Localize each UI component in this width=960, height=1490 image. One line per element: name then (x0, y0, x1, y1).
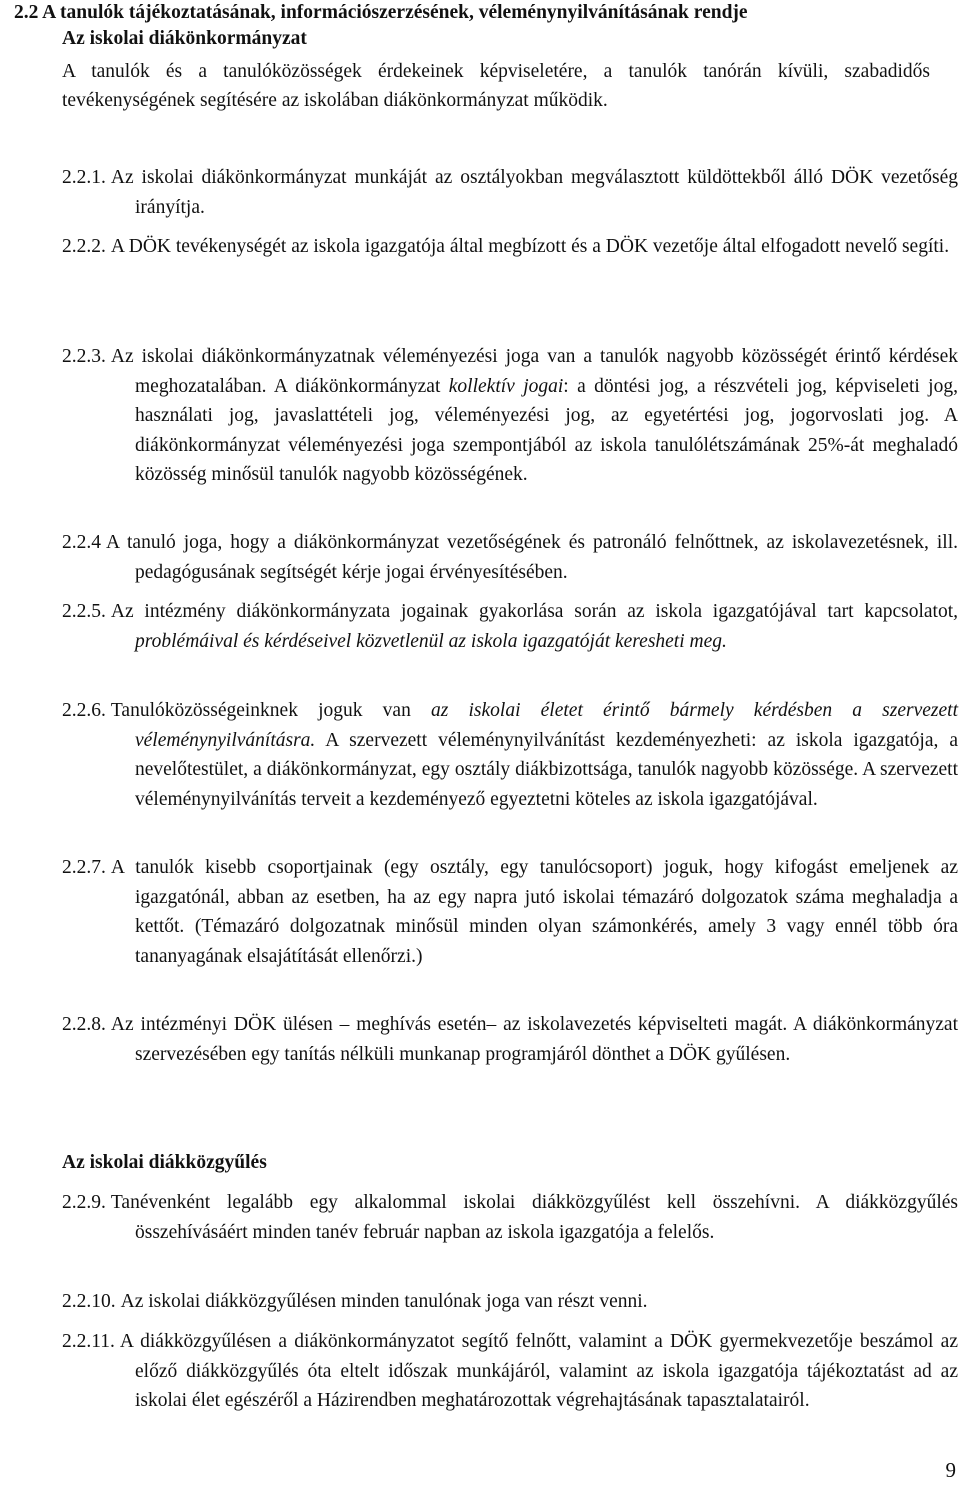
paragraph-text-cont: : a döntési jog, a részvételi jog, képviseleti jog, használati jog, javaslattételi jog, véleményezési jog, az egyetértési jog, jogorvoslati jog. A diákönkormányzat véleményezési joga szempontjából az iskola tanulólétszámának 25%-át meghaladó közösség minősül tanulók nagyobb közösségének. (135, 375, 958, 485)
paragraph-italic-text: kollektív jogai (448, 375, 564, 397)
paragraph-text: Tanévenként legalább egy alkalommal iskolai diákközgyűlést kell összehívni. A diákközgyűlés összehívásáért minden tanév február napban az iskola igazgatója a felelős. (110, 1192, 958, 1243)
paragraph-number: 2.2.10. (62, 1291, 116, 1312)
section-subheading: Az iskolai diákönkormányzat (62, 28, 307, 49)
paragraph-text: Az intézményi DÖK ülésen – meghívás esetén– az iskolavezetés képviselteti magát. A diákönkormányzat szervezésében egy tanítás nélküli munkanap programjáról dönthet a DÖK gyűlésen. (110, 1014, 958, 1065)
paragraph-italic-text: , problémáival és kérdéseivel közvetlenül az iskola igazgatóját keresheti meg. (135, 601, 958, 652)
paragraph-text: Az iskolai diákközgyűlésen minden tanulónak joga van részt venni. (120, 1291, 648, 1312)
paragraph-2-2-7 (62, 853, 958, 971)
paragraph-2-2-10 (62, 1287, 958, 1317)
page-number: 9 (945, 1458, 956, 1482)
intro-paragraph: A tanulók és a tanulóközösségek érdekeinek képviseletére, a tanulók tanórán kívüli, szabadidős tevékenységének segítésére az iskolában diákönkormányzat működik. (62, 61, 930, 111)
paragraph-2-2-8 (62, 1010, 958, 1069)
paragraph-2-2-11 (62, 1327, 958, 1416)
paragraph-2-2-9 (62, 1188, 958, 1247)
paragraph-text: A tanulók kisebb csoportjainak (egy osztály, egy tanulócsoport) joguk, hogy kifogást emeljenek az igazgatónál, abban az esetben, ha az egy napra jutó iskolai témazáró dolgozatok száma meghaladja a kettőt. (Témazáró dolgozatnak minősül minden olyan számonkérés, amely 3 vagy ennél több óra tananyagának elsajátítását ellenőrzi.) (110, 857, 958, 967)
paragraph-text: A DÖK tevékenységét az iskola igazgatója által megbízott és a DÖK vezetője által elfogadott nevelő segíti. (110, 236, 950, 257)
paragraph-number: 2.2.1. (62, 167, 106, 188)
subsection-heading: Az iskolai diákközgyűlés (62, 1152, 267, 1173)
paragraph-number: 2.2.4 (62, 532, 101, 553)
paragraph-text: Az iskolai diákönkormányzatnak véleményezési joga van a tanulók nagyobb közösségét érintő kérdések meghozatalában. A diákönkormányzat (110, 346, 958, 397)
paragraph-number: 2.2.11. (62, 1331, 115, 1352)
paragraph-text: A tanuló joga, hogy a diákönkormányzat vezetőségének és patronáló felnőttnek, az iskolavezetésnek, ill. pedagógusának segítségét kérje jogai érvényesítésében. (106, 532, 958, 583)
paragraph-2-2-3 (62, 342, 958, 490)
paragraph-text: Az intézmény diákönkormányzata jogainak gyakorlása során az iskola igazgatójával tart kapcsolatot (110, 601, 954, 622)
paragraph-text: Tanulóközösségeinknek joguk van (110, 700, 431, 721)
paragraph-italic-text: az iskolai életet érintő bármely kérdésben a szervezett véleménynyilvánításra. (135, 700, 958, 751)
paragraph-text: Az iskolai diákönkormányzat munkáját az osztályokban megválasztott küldöttekből álló DÖK vezetőség irányítja. (110, 167, 958, 218)
paragraph-text-cont: A szervezett véleménynyilvánítást kezdeményezheti: az iskola igazgatója, a nevelőtestület, a diákönkormányzat, egy osztály diákbizottsága, tanulók nagyobb közössége. A szervezett véleménynyilvánítás terveit a kezdeményező egyeztetni köteles az iskola igazgatójával. (135, 729, 958, 810)
paragraph-2-2-1 (62, 163, 958, 222)
paragraph-text: A diákközgyűlésen a diákönkormányzatot segítő felnőtt, valamint a DÖK gyermekvezetője beszámol az előző diákközgyűlés óta eltelt időszak munkájáról, valamint az iskola igazgatója tájékoztatást ad az iskolai élet egészéről a Házirendben meghatározottak végrehajtásának tapasztalatairól. (119, 1331, 958, 1411)
paragraph-2-2-2 (62, 232, 958, 262)
paragraph-number: 2.2.2. (62, 236, 106, 257)
paragraph-number: 2.2.7. (62, 857, 106, 878)
paragraph-2-2-6 (62, 696, 958, 814)
paragraph-2-2-4 (62, 528, 958, 587)
paragraph-number: 2.2.5. (62, 601, 106, 622)
paragraph-number: 2.2.6. (62, 700, 106, 721)
paragraph-number: 2.2.8. (62, 1014, 106, 1035)
paragraph-2-2-5 (62, 597, 958, 656)
paragraph-number: 2.2.9. (62, 1192, 106, 1213)
section-heading: 2.2 A tanulók tájékoztatásának, információszerzésének, véleménynyilvánításának rendje (14, 2, 748, 23)
paragraph-number: 2.2.3. (62, 346, 106, 367)
